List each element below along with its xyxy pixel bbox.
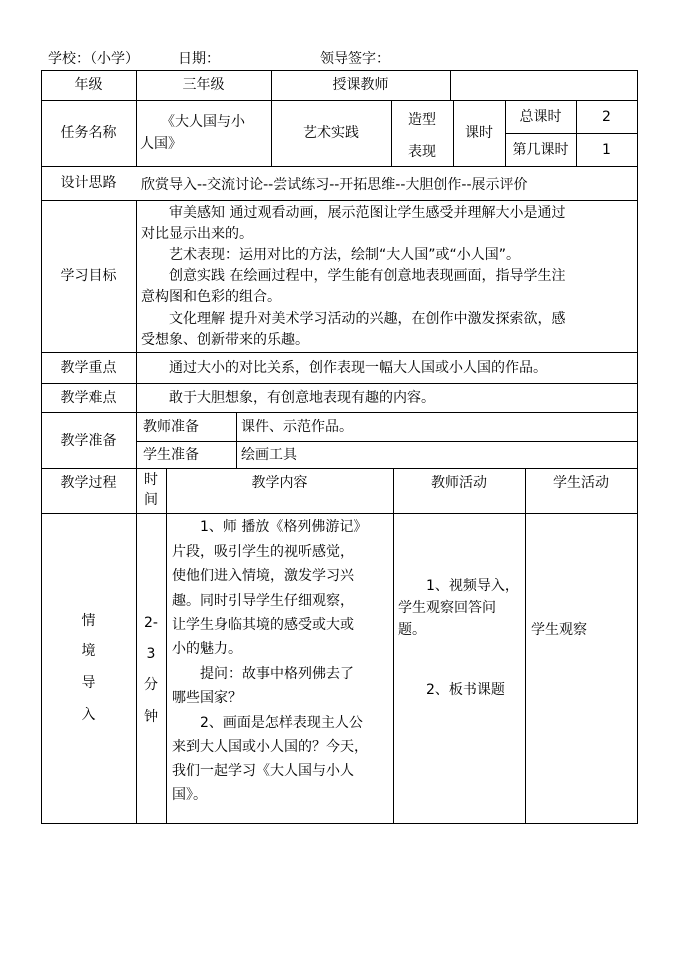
stage-time-char: 2- <box>144 615 158 631</box>
content-line: 国》。 <box>172 787 207 803</box>
content-line: 趣。同时引导学生仔细观察， <box>172 593 354 609</box>
stage-time-char: 3 <box>146 646 156 662</box>
teacher-activity-line: 题。 <box>398 622 426 638</box>
goals-line: 审美感知 通过观看动画，展示范图让学生感受并理解大小是通过 <box>141 205 566 221</box>
school-label: 学校：（小学） <box>48 51 139 67</box>
signature-label: 领导签字： <box>320 51 390 67</box>
nth-period-value: 1 <box>602 142 611 158</box>
goals-line: 意构图和色彩的组合。 <box>141 289 281 305</box>
teacher-prep-label: 教师准备 <box>143 419 199 435</box>
teacher-prep-value: 课件、示范作品。 <box>241 419 353 435</box>
process-label: 教学过程 <box>60 475 117 491</box>
student-prep-value: 绘画工具 <box>241 447 297 463</box>
teacher-label: 授课教师 <box>332 77 389 93</box>
content-line: 2、画面是怎样表现主人公 <box>172 715 363 731</box>
content-line: 来到大人国或小人国的？今天， <box>172 739 368 755</box>
period-label: 课时 <box>465 125 493 141</box>
total-periods-value: 2 <box>602 109 611 125</box>
task-name-label: 任务名称 <box>60 125 117 141</box>
stage-name-char: 情 <box>81 613 96 629</box>
key-point-label: 教学重点 <box>60 360 117 376</box>
content-line: 哪些国家？ <box>172 690 242 706</box>
teacher-activity-line: 1、视频导入， <box>398 578 519 594</box>
task-name-value-line1: 《大人国与小 <box>161 114 245 130</box>
task-name-value-line2: 人国》 <box>140 136 182 152</box>
task-type-line2: 表现 <box>408 144 436 160</box>
stage-name-char: 入 <box>81 707 96 723</box>
content-line: 片段，吸引学生的视听感觉， <box>172 544 354 560</box>
student-prep-label: 学生准备 <box>143 447 199 463</box>
content-line: 提问：故事中格列佛去了 <box>172 666 354 682</box>
date-label: 日期： <box>178 51 220 67</box>
goals-line: 创意实践 在绘画过程中，学生能有创意地表现画面，指导学生注 <box>141 268 566 284</box>
task-type-line1: 造型 <box>408 112 436 128</box>
goals-line: 文化理解 提升对美术学习活动的兴趣，在创作中激发探索欲，感 <box>141 311 566 327</box>
time-header-line2: 间 <box>144 492 158 508</box>
stage-time-char: 钟 <box>144 709 158 725</box>
teacher-activity-line: 2、板书课题 <box>398 682 505 698</box>
grade-label: 年级 <box>74 77 103 93</box>
content-header: 教学内容 <box>251 475 308 491</box>
student-activity-header: 学生活动 <box>553 475 609 491</box>
grade-value: 三年级 <box>182 77 225 93</box>
stage-time-char: 分 <box>144 677 158 693</box>
stage-name-char: 境 <box>81 643 96 659</box>
stage-name-char: 导 <box>81 675 96 691</box>
design-label: 设计思路 <box>60 175 117 191</box>
nth-period-label: 第几课时 <box>512 142 569 158</box>
goals-line: 对比显示出来的。 <box>141 226 253 242</box>
goals-label: 学习目标 <box>60 268 117 284</box>
content-line: 让学生身临其境的感受或大或 <box>172 617 354 633</box>
teacher-activity-header: 教师活动 <box>431 475 487 491</box>
teacher-activity-line: 学生观察回答问 <box>398 600 496 616</box>
design-value: 欣赏导入--交流讨论--尝试练习--开拓思维--大胆创作--展示评价 <box>141 177 528 193</box>
task-category: 艺术实践 <box>303 125 359 141</box>
content-line: 我们一起学习《大人国与小人 <box>172 763 354 779</box>
difficulty-value: 敢于大胆想象，有创意地表现有趣的内容。 <box>141 390 435 406</box>
key-point-value: 通过大小的对比关系，创作表现一幅大人国或小人国的作品。 <box>141 360 547 376</box>
content-line: 1、师 播放《格列佛游记》 <box>172 519 368 535</box>
content-line: 使他们进入情境，激发学习兴 <box>172 568 354 584</box>
goals-line: 受想象、创新带来的乐趣。 <box>141 332 309 348</box>
goals-line: 艺术表现：运用对比的方法，绘制“大人国”或“小人国”。 <box>141 247 521 263</box>
prep-label: 教学准备 <box>60 433 117 449</box>
content-line: 小的魅力。 <box>172 641 242 657</box>
difficulty-label: 教学难点 <box>60 390 117 406</box>
time-header-line1: 时 <box>144 472 158 488</box>
total-periods-label: 总课时 <box>519 109 562 125</box>
student-activity-value: 学生观察 <box>531 622 587 638</box>
